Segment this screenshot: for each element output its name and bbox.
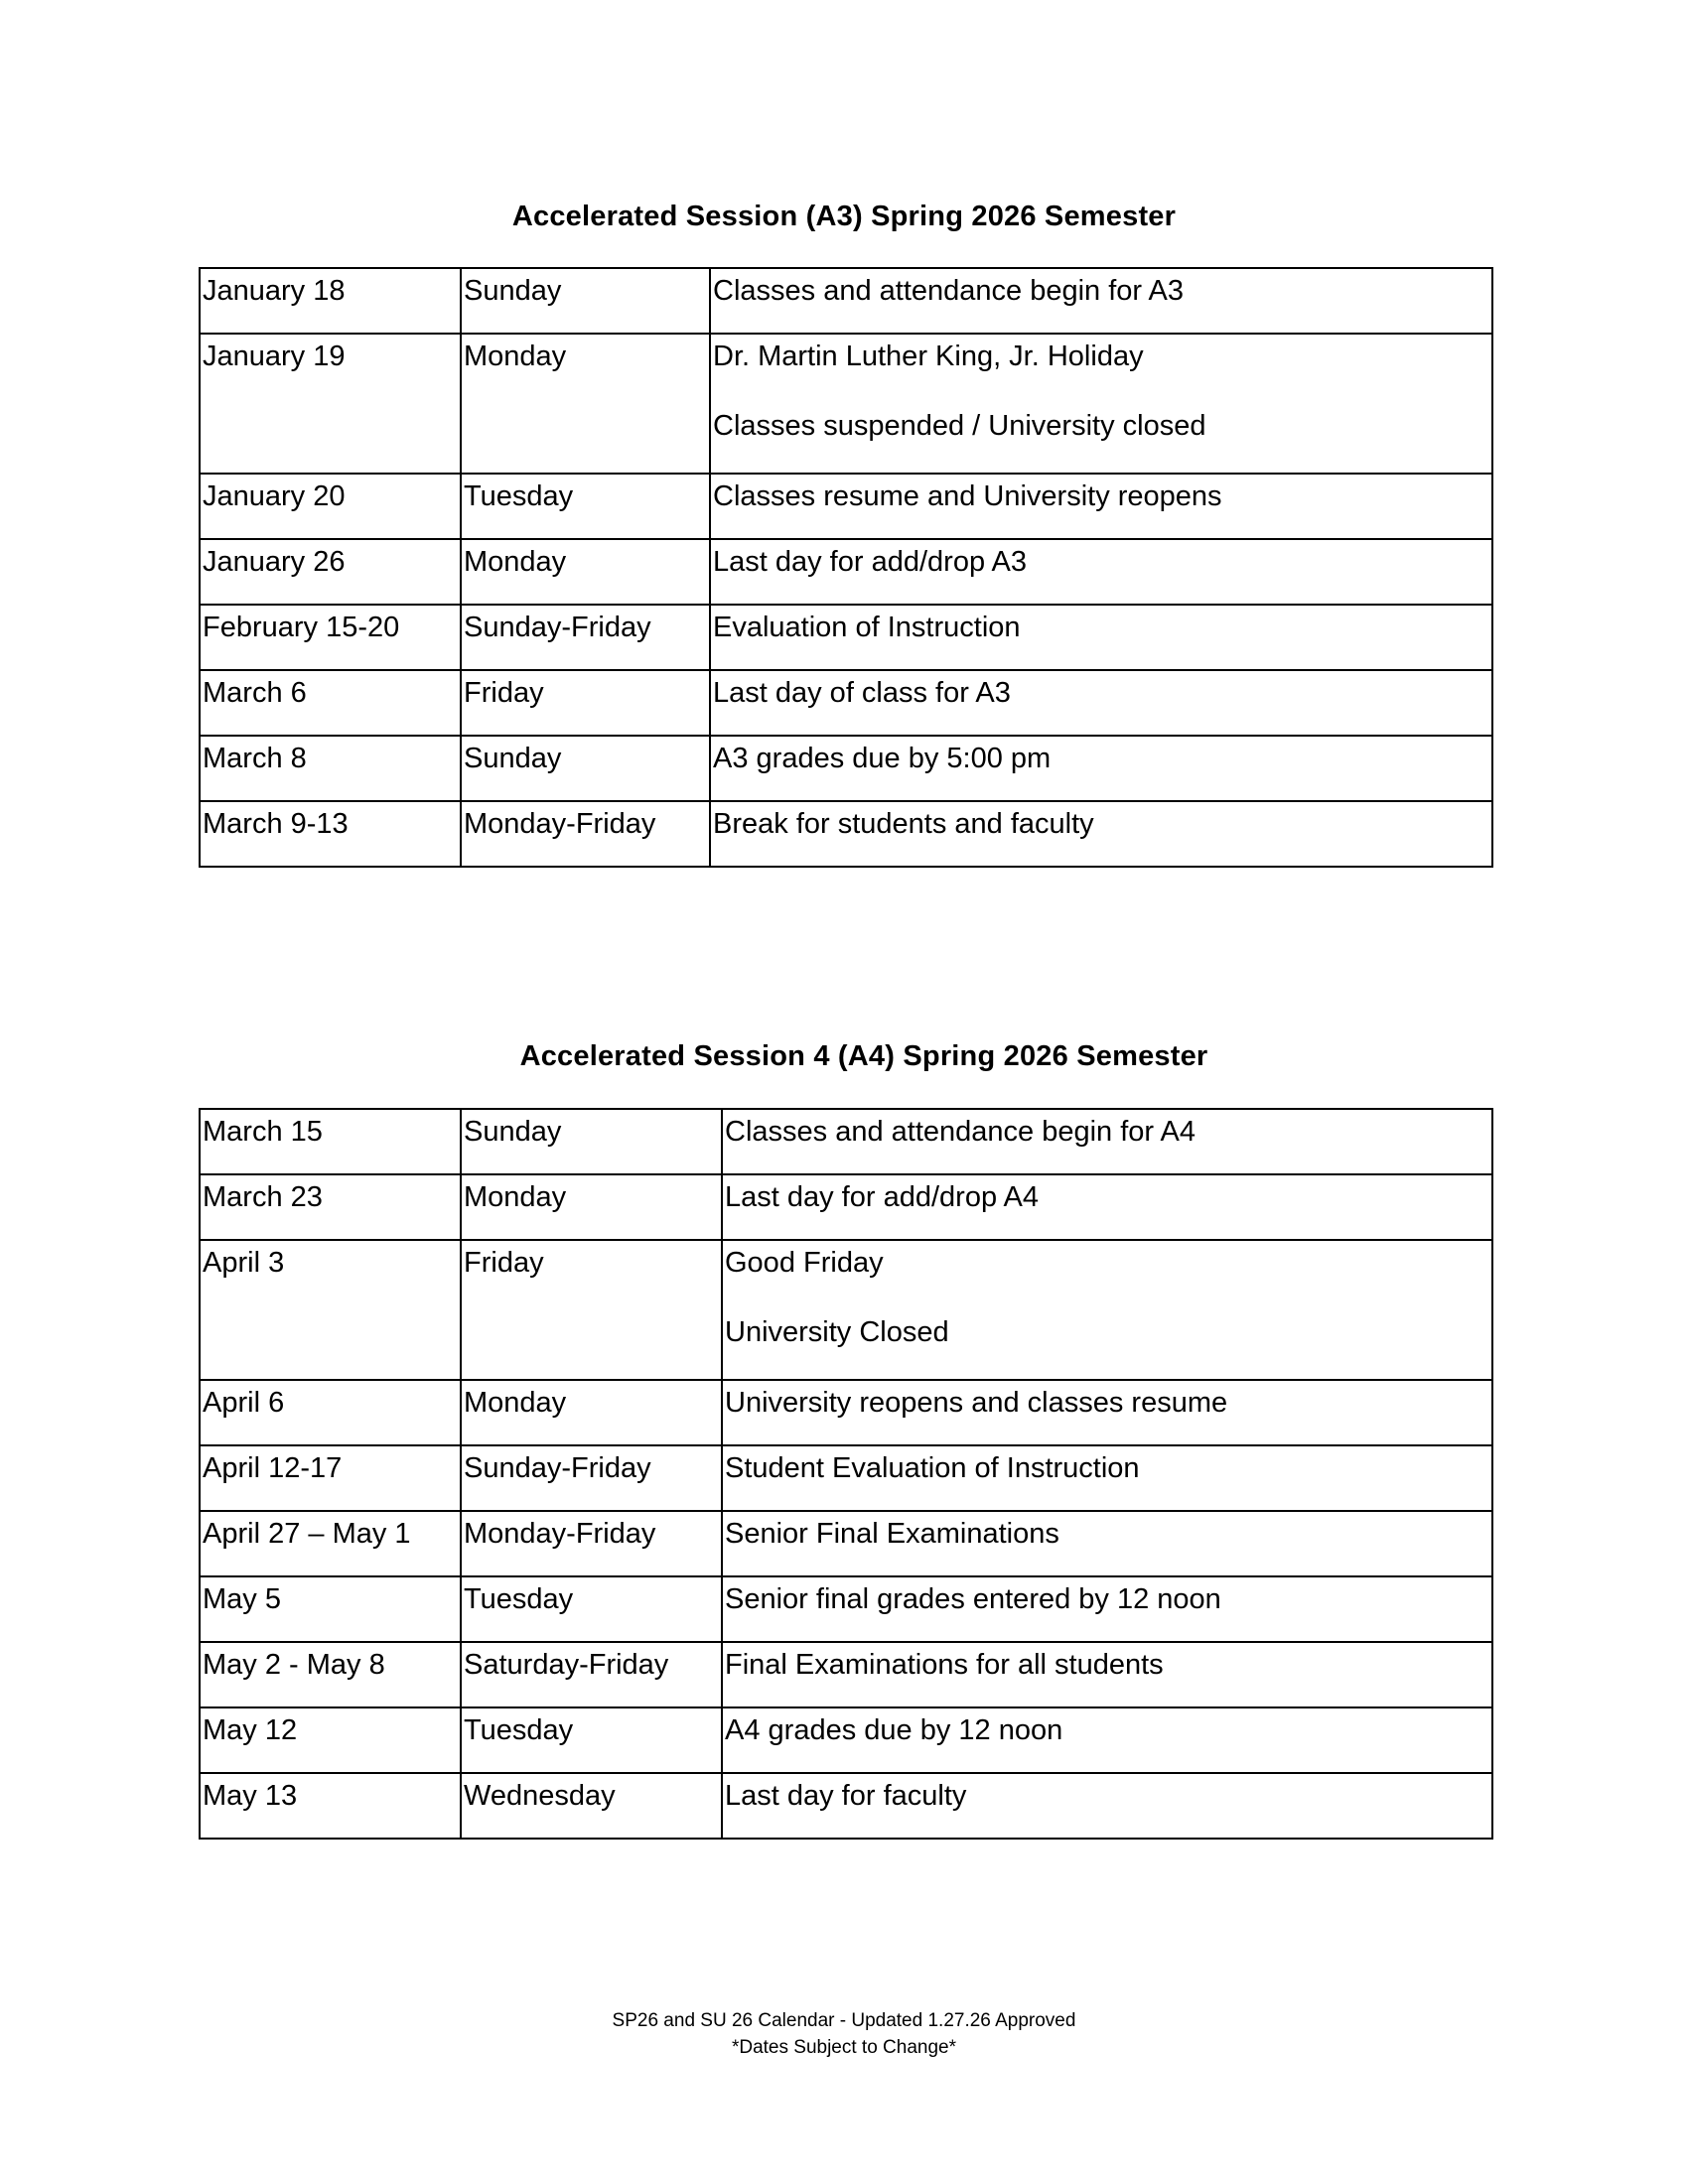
- date-cell: March 15: [200, 1109, 461, 1174]
- table-row: [200, 801, 1492, 867]
- event-cell: Classes resume and University reopens: [710, 474, 1492, 539]
- date-cell: April 12-17: [200, 1445, 461, 1511]
- footer-calendar-version: SP26 and SU 26 Calendar - Updated 1.27.26 Approved: [612, 2010, 1076, 2031]
- event-cell: Student Evaluation of Instruction: [722, 1445, 1492, 1511]
- day-cell: Monday: [461, 334, 710, 474]
- event-cell: Evaluation of Instruction: [710, 605, 1492, 670]
- day-cell: Saturday-Friday: [461, 1642, 722, 1707]
- event-cell: Classes and attendance begin for A3: [710, 268, 1492, 334]
- event-cell: Last day for faculty: [722, 1773, 1492, 1839]
- table-row: [200, 1707, 1492, 1773]
- date-cell: February 15-20: [200, 605, 461, 670]
- event-cell: A3 grades due by 5:00 pm: [710, 736, 1492, 801]
- table-row: [200, 539, 1492, 605]
- event-cell: [710, 334, 1492, 474]
- table-row: [200, 736, 1492, 801]
- date-cell: March 6: [200, 670, 461, 736]
- day-cell: Monday: [461, 1174, 722, 1240]
- date-cell: April 3: [200, 1240, 461, 1380]
- day-cell: Tuesday: [461, 474, 710, 539]
- date-cell: March 23: [200, 1174, 461, 1240]
- event-line: Good Friday: [725, 1247, 884, 1279]
- table-row: [200, 334, 1492, 474]
- day-cell: Monday-Friday: [461, 1511, 722, 1576]
- event-cell: [722, 1240, 1492, 1380]
- table-row: [200, 1174, 1492, 1240]
- table-row: [200, 1576, 1492, 1642]
- day-cell: Sunday: [461, 268, 710, 334]
- event-line: Dr. Martin Luther King, Jr. Holiday: [713, 341, 1144, 372]
- a4-session-title: Accelerated Session 4 (A4) Spring 2026 Semester: [519, 1040, 1208, 1072]
- table-row: [200, 474, 1492, 539]
- table-row: [200, 670, 1492, 736]
- table-row: [200, 1773, 1492, 1839]
- day-cell: Wednesday: [461, 1773, 722, 1839]
- table-row: [200, 1642, 1492, 1707]
- date-cell: March 9-13: [200, 801, 461, 867]
- table-row: [200, 268, 1492, 334]
- a3-calendar-table: [199, 267, 1493, 868]
- table-row: [200, 1445, 1492, 1511]
- event-line: Classes suspended / University closed: [713, 410, 1206, 442]
- event-cell: Final Examinations for all students: [722, 1642, 1492, 1707]
- a3-session-title: Accelerated Session (A3) Spring 2026 Semester: [511, 201, 1177, 232]
- day-cell: Sunday: [461, 736, 710, 801]
- event-cell: University reopens and classes resume: [722, 1380, 1492, 1445]
- event-cell: Last day of class for A3: [710, 670, 1492, 736]
- date-cell: January 20: [200, 474, 461, 539]
- day-cell: Sunday: [461, 1109, 722, 1174]
- event-cell: Classes and attendance begin for A4: [722, 1109, 1492, 1174]
- a4-calendar-table: [199, 1108, 1493, 1840]
- date-cell: January 18: [200, 268, 461, 334]
- day-cell: Monday: [461, 1380, 722, 1445]
- day-cell: Sunday-Friday: [461, 1445, 722, 1511]
- day-cell: Friday: [461, 1240, 722, 1380]
- date-cell: May 2 - May 8: [200, 1642, 461, 1707]
- day-cell: Tuesday: [461, 1707, 722, 1773]
- footer-disclaimer: *Dates Subject to Change*: [731, 2037, 957, 2058]
- event-cell: Last day for add/drop A3: [710, 539, 1492, 605]
- event-cell: Last day for add/drop A4: [722, 1174, 1492, 1240]
- event-cell: Senior final grades entered by 12 noon: [722, 1576, 1492, 1642]
- event-cell: Break for students and faculty: [710, 801, 1492, 867]
- day-cell: Friday: [461, 670, 710, 736]
- table-row: [200, 605, 1492, 670]
- day-cell: Sunday-Friday: [461, 605, 710, 670]
- day-cell: Tuesday: [461, 1576, 722, 1642]
- day-cell: Monday: [461, 539, 710, 605]
- date-cell: May 12: [200, 1707, 461, 1773]
- event-line: University Closed: [725, 1316, 949, 1348]
- date-cell: April 27 – May 1: [200, 1511, 461, 1576]
- page-footer: [0, 2007, 1688, 2061]
- date-cell: January 19: [200, 334, 461, 474]
- date-cell: May 13: [200, 1773, 461, 1839]
- table-row: [200, 1109, 1492, 1174]
- table-row: [200, 1380, 1492, 1445]
- table-row: [200, 1240, 1492, 1380]
- event-cell: A4 grades due by 12 noon: [722, 1707, 1492, 1773]
- table-row: [200, 1511, 1492, 1576]
- date-cell: May 5: [200, 1576, 461, 1642]
- date-cell: March 8: [200, 736, 461, 801]
- event-cell: Senior Final Examinations: [722, 1511, 1492, 1576]
- day-cell: Monday-Friday: [461, 801, 710, 867]
- date-cell: January 26: [200, 539, 461, 605]
- date-cell: April 6: [200, 1380, 461, 1445]
